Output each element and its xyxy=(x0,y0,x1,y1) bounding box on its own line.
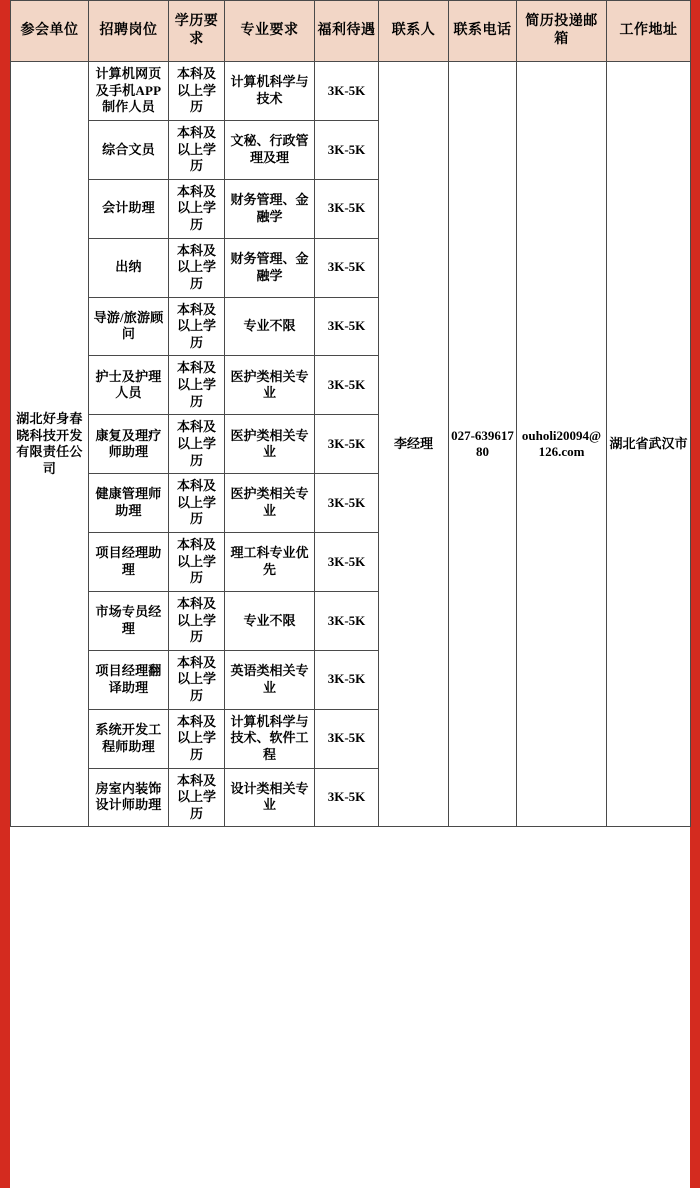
cell-salary: 3K-5K xyxy=(315,179,379,238)
cell-education: 本科及以上学历 xyxy=(169,591,225,650)
header-education: 学历要求 xyxy=(169,1,225,62)
cell-salary: 3K-5K xyxy=(315,62,379,121)
header-salary: 福利待遇 xyxy=(315,1,379,62)
cell-education: 本科及以上学历 xyxy=(169,474,225,533)
cell-salary: 3K-5K xyxy=(315,238,379,297)
table-row xyxy=(11,62,691,121)
cell-major: 计算机科学与技术 xyxy=(225,62,315,121)
cell-position: 项目经理助理 xyxy=(89,533,169,592)
cell-position: 健康管理师助理 xyxy=(89,474,169,533)
cell-position: 系统开发工程师助理 xyxy=(89,709,169,768)
cell-salary: 3K-5K xyxy=(315,709,379,768)
cell-education: 本科及以上学历 xyxy=(169,120,225,179)
header-email: 简历投递邮箱 xyxy=(517,1,607,62)
header-major: 专业要求 xyxy=(225,1,315,62)
cell-major: 财务管理、金融学 xyxy=(225,179,315,238)
header-company: 参会单位 xyxy=(11,1,89,62)
cell-position: 市场专员经理 xyxy=(89,591,169,650)
header-address: 工作地址 xyxy=(607,1,691,62)
cell-major: 专业不限 xyxy=(225,591,315,650)
cell-phone: 027-63961780 xyxy=(449,62,517,827)
page-left-red-border xyxy=(0,0,10,1188)
cell-salary: 3K-5K xyxy=(315,591,379,650)
cell-salary: 3K-5K xyxy=(315,356,379,415)
cell-salary: 3K-5K xyxy=(315,533,379,592)
cell-salary: 3K-5K xyxy=(315,120,379,179)
cell-salary: 3K-5K xyxy=(315,474,379,533)
cell-position: 护士及护理人员 xyxy=(89,356,169,415)
cell-salary: 3K-5K xyxy=(315,415,379,474)
cell-major: 财务管理、金融学 xyxy=(225,238,315,297)
cell-major: 设计类相关专业 xyxy=(225,768,315,827)
cell-salary: 3K-5K xyxy=(315,650,379,709)
cell-position: 综合文员 xyxy=(89,120,169,179)
job-listing-table xyxy=(10,0,691,827)
header-phone: 联系电话 xyxy=(449,1,517,62)
cell-position: 康复及理疗师助理 xyxy=(89,415,169,474)
cell-education: 本科及以上学历 xyxy=(169,415,225,474)
cell-education: 本科及以上学历 xyxy=(169,62,225,121)
cell-salary: 3K-5K xyxy=(315,297,379,356)
cell-major: 医护类相关专业 xyxy=(225,415,315,474)
cell-major: 英语类相关专业 xyxy=(225,650,315,709)
cell-education: 本科及以上学历 xyxy=(169,768,225,827)
table-body xyxy=(11,62,691,827)
cell-education: 本科及以上学历 xyxy=(169,533,225,592)
cell-contact-person: 李经理 xyxy=(379,62,449,827)
cell-position: 会计助理 xyxy=(89,179,169,238)
cell-major: 文秘、行政管理及理 xyxy=(225,120,315,179)
header-contact-person: 联系人 xyxy=(379,1,449,62)
cell-major: 计算机科学与技术、软件工程 xyxy=(225,709,315,768)
cell-education: 本科及以上学历 xyxy=(169,297,225,356)
cell-major: 医护类相关专业 xyxy=(225,474,315,533)
cell-position: 导游/旅游顾问 xyxy=(89,297,169,356)
cell-major: 医护类相关专业 xyxy=(225,356,315,415)
cell-education: 本科及以上学历 xyxy=(169,179,225,238)
cell-major: 理工科专业优先 xyxy=(225,533,315,592)
table-header-row xyxy=(11,1,691,62)
cell-address: 湖北省武汉市 xyxy=(607,62,691,827)
page-right-red-border xyxy=(690,0,700,1188)
cell-company: 湖北好身春晓科技开发有限责任公司 xyxy=(11,62,89,827)
cell-position: 房室内装饰设计师助理 xyxy=(89,768,169,827)
cell-position: 项目经理翻译助理 xyxy=(89,650,169,709)
job-table-container xyxy=(10,0,690,827)
cell-salary: 3K-5K xyxy=(315,768,379,827)
cell-email: ouholi20094@126.com xyxy=(517,62,607,827)
cell-position: 计算机网页及手机APP制作人员 xyxy=(89,62,169,121)
cell-education: 本科及以上学历 xyxy=(169,238,225,297)
header-position: 招聘岗位 xyxy=(89,1,169,62)
cell-position: 出纳 xyxy=(89,238,169,297)
cell-education: 本科及以上学历 xyxy=(169,356,225,415)
cell-education: 本科及以上学历 xyxy=(169,650,225,709)
cell-major: 专业不限 xyxy=(225,297,315,356)
cell-education: 本科及以上学历 xyxy=(169,709,225,768)
